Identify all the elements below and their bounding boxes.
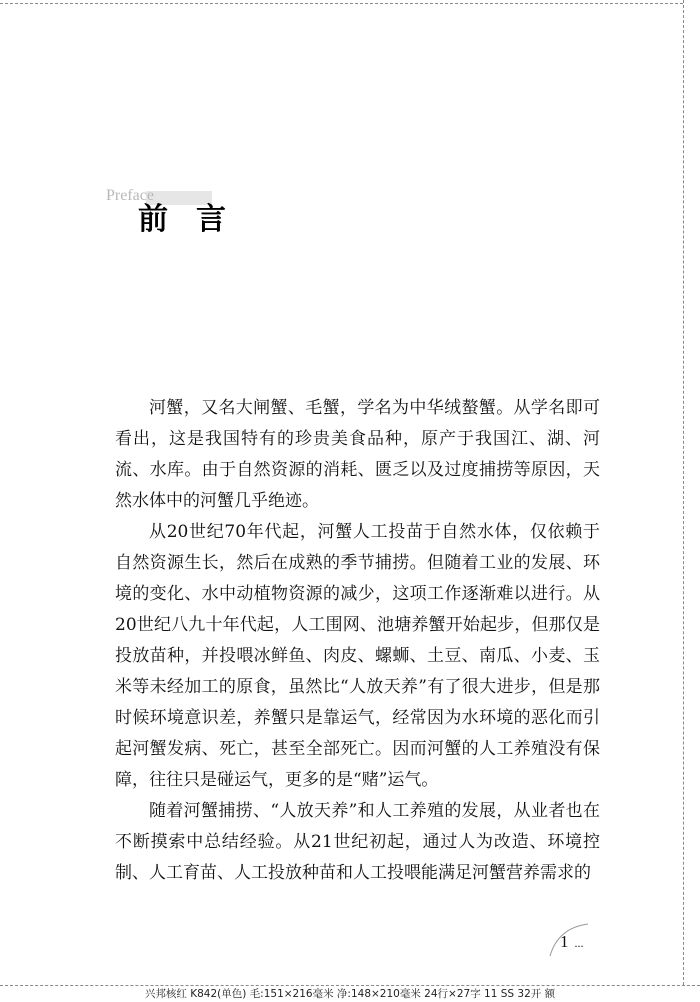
paragraph: 河蟹，又名大闸蟹、毛蟹，学名为中华绒螯蟹。从学名即可看出，这是我国特有的珍贵美食品种，原产于我国江、湖、河流、水库。由于自然资源的消耗、匮乏以及过度捕捞等原因，天然水体中的河蟹几乎绝迹。: [115, 398, 600, 511]
paragraph: 随着河蟹捕捞、“人放天养”和人工养殖的发展，从业者也在不断摸索中总结经验。从21世纪初起，通过人为改造、环境控制、人工育苗、人工投放种苗和人工投喂能满足河蟹营养需求的: [115, 801, 600, 883]
print-spec-footer: 兴邦核红 K842(单色) 毛:151×216毫米 净:148×210毫米 24行×27字 11 SS 32开 额: [144, 988, 556, 1000]
crop-line-top: [0, 3, 683, 4]
preface-label: Preface: [106, 187, 154, 204]
footer-divider: [0, 985, 700, 986]
page-number-value: 1: [560, 932, 569, 951]
crop-line-right: [683, 0, 684, 985]
body-text: [115, 393, 600, 889]
page-number-dots: ...: [574, 936, 584, 950]
paragraph: 从20世纪70年代起，河蟹人工投苗于自然水体，仅依赖于自然资源生长，然后在成熟的季节捕捞。但随着工业的发展、环境的变化、水中动植物资源的减少，这项工作逐渐难以进行。从20世纪八九十年代起，人工围网、池塘养蟹开始起步，但那仅是投放苗种，并投喂冰鲜鱼、肉皮、螺蛳、土豆、南瓜、小麦、玉米等未经加工的原食，虽然比“人放天养”有了很大进步，但是那时候环境意识差，养蟹只是靠运气，经常因为水环境的恶化而引起河蟹发病、死亡，甚至全部死亡。因而河蟹的人工养殖没有保障，往往只是碰运气，更多的是“赌”运气。: [115, 522, 600, 790]
page-title: 前言: [138, 202, 254, 237]
page-number: [560, 932, 584, 953]
